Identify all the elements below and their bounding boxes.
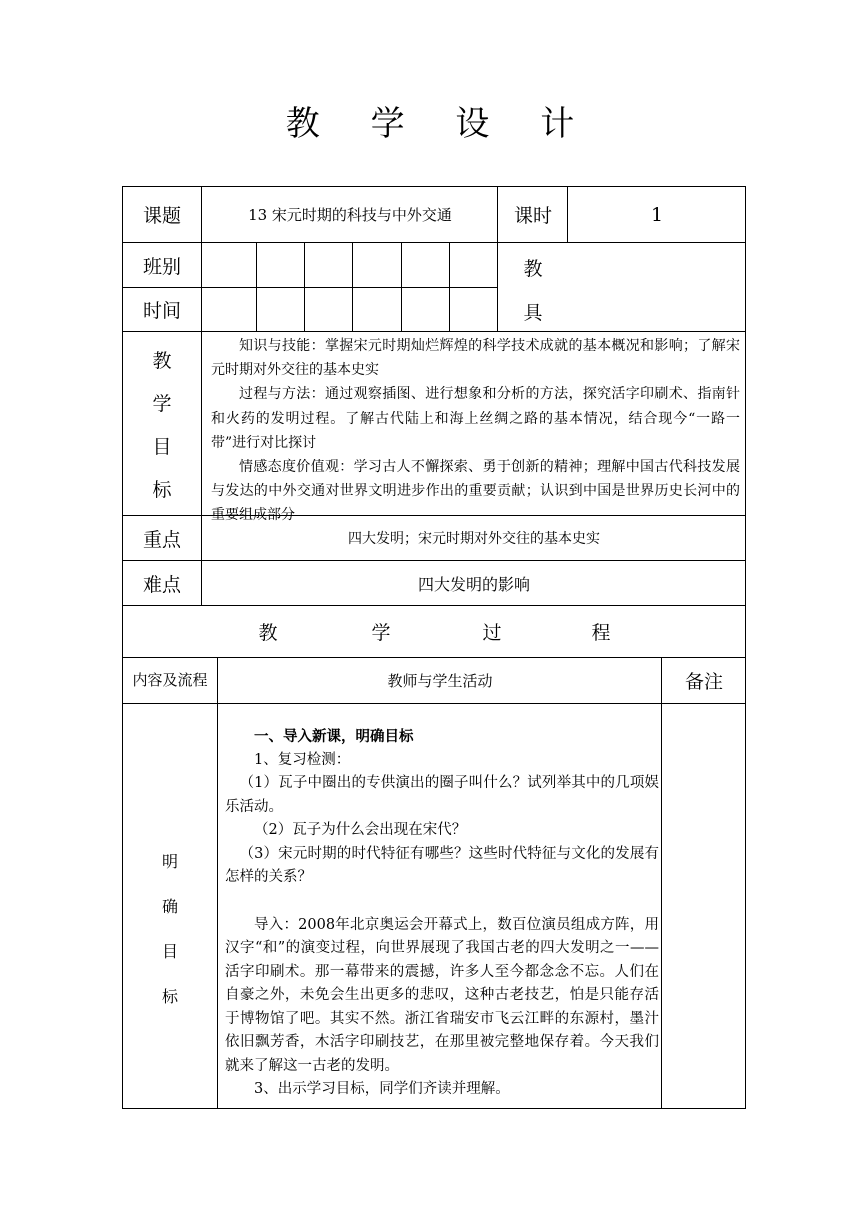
time-label: 时间	[142, 300, 181, 322]
goals-label-char: 目	[152, 436, 172, 458]
goals-label-char: 教	[152, 350, 172, 372]
activity-text	[225, 725, 659, 1102]
goals-text	[211, 334, 740, 528]
process-header-char: 程	[591, 622, 611, 644]
key-point-value: 四大发明；宋元时期对外交往的基本史实	[348, 531, 600, 547]
grid-divider	[401, 242, 402, 332]
goals-label-char: 标	[152, 479, 172, 501]
goals-label-char: 学	[152, 393, 172, 415]
goal-knowledge: 知识与技能：掌握宋元时期灿烂辉煌的科学技术成就的基本概况和影响；了解宋元时期对外交往的基本史实	[211, 338, 740, 379]
section-label-char: 明	[161, 852, 178, 871]
topic-label: 课题	[142, 205, 181, 227]
grid-divider	[304, 242, 305, 332]
row-divider	[122, 703, 746, 704]
section-label-char: 标	[161, 987, 178, 1006]
section-heading: 一、导入新课，明确目标	[254, 728, 414, 745]
section-label-char: 目	[161, 942, 178, 961]
table-border-bottom	[122, 1108, 746, 1109]
flow-column-header: 内容及流程	[132, 670, 208, 689]
grid-divider	[352, 242, 353, 332]
note-column-header: 备注	[684, 670, 723, 693]
review-heading: 1、复习检测：	[254, 751, 351, 768]
review-question-1: （1）瓦子中圈出的专供演出的圈子叫什么？试列举其中的几项娱乐活动。	[225, 775, 659, 815]
hours-value: 1	[650, 203, 664, 226]
topic-value: 13 宋元时期的科技与中外交通	[248, 206, 452, 224]
goal-process: 过程与方法：通过观察插图、进行想象和分析的方法，探究活字印刷术、指南针和火药的发明过程。了解古代陆上和海上丝绸之路的基本情况，结合现今“一路一带”进行对比探讨	[211, 386, 740, 451]
tools-label-1: 教	[523, 257, 543, 280]
row-divider	[122, 331, 746, 332]
review-question-3: （3）宋元时期的时代特征有哪些？这些时代特征与文化的发展有怎样的关系？	[225, 845, 659, 885]
key-point-label: 重点	[142, 528, 181, 551]
review-question-2: （2）瓦子为什么会出现在宋代？	[254, 822, 467, 838]
lead-in-paragraph: 导入：2008年北京奥运会开幕式上，数百位演员组成方阵，用汉字“和”的演变过程，向世界展现了我国古老的四大发明之一——活字印刷术。那一幕带来的震撼，许多人至今都念念不忘。人们在自豪之外，未免会生出更多的悲叹，这种古老技艺，怕是只能存活于博物馆了吧。其实不然。浙江省瑞安市飞云江畔的东源村，墨汁依旧飘芳香，木活字印刷技艺，在那里被完整地保存着。今天我们就来了解这一古老的发明。	[225, 916, 659, 1074]
section-label-char: 确	[161, 897, 178, 916]
goal-attitude: 情感态度价值观：学习古人不懈探索、勇于创新的精神；理解中国古代科技发展与发达的中外交通对世界文明进步作出的重要贡献；认识到中国是世界历史长河中的重要组成部分	[211, 459, 740, 524]
page-title: 教 学 设 计	[285, 104, 595, 144]
process-header-char: 学	[371, 622, 391, 644]
section-label	[122, 838, 218, 1018]
difficulty-label: 难点	[142, 573, 181, 596]
table-border-right	[745, 186, 746, 1109]
process-header-char: 教	[258, 622, 278, 644]
goals-label	[122, 338, 202, 510]
activity-column-header: 教师与学生活动	[387, 671, 493, 690]
learning-goals-line: 3、出示学习目标，同学们齐读并理解。	[254, 1081, 510, 1097]
hours-label: 课时	[513, 205, 552, 227]
tools-label-2: 具	[523, 301, 543, 324]
class-label: 班别	[142, 255, 181, 278]
difficulty-value: 四大发明的影响	[417, 574, 530, 594]
process-header-char: 过	[482, 622, 502, 644]
grid-divider	[449, 242, 450, 332]
grid-divider	[256, 242, 257, 332]
col-divider	[661, 657, 662, 1109]
